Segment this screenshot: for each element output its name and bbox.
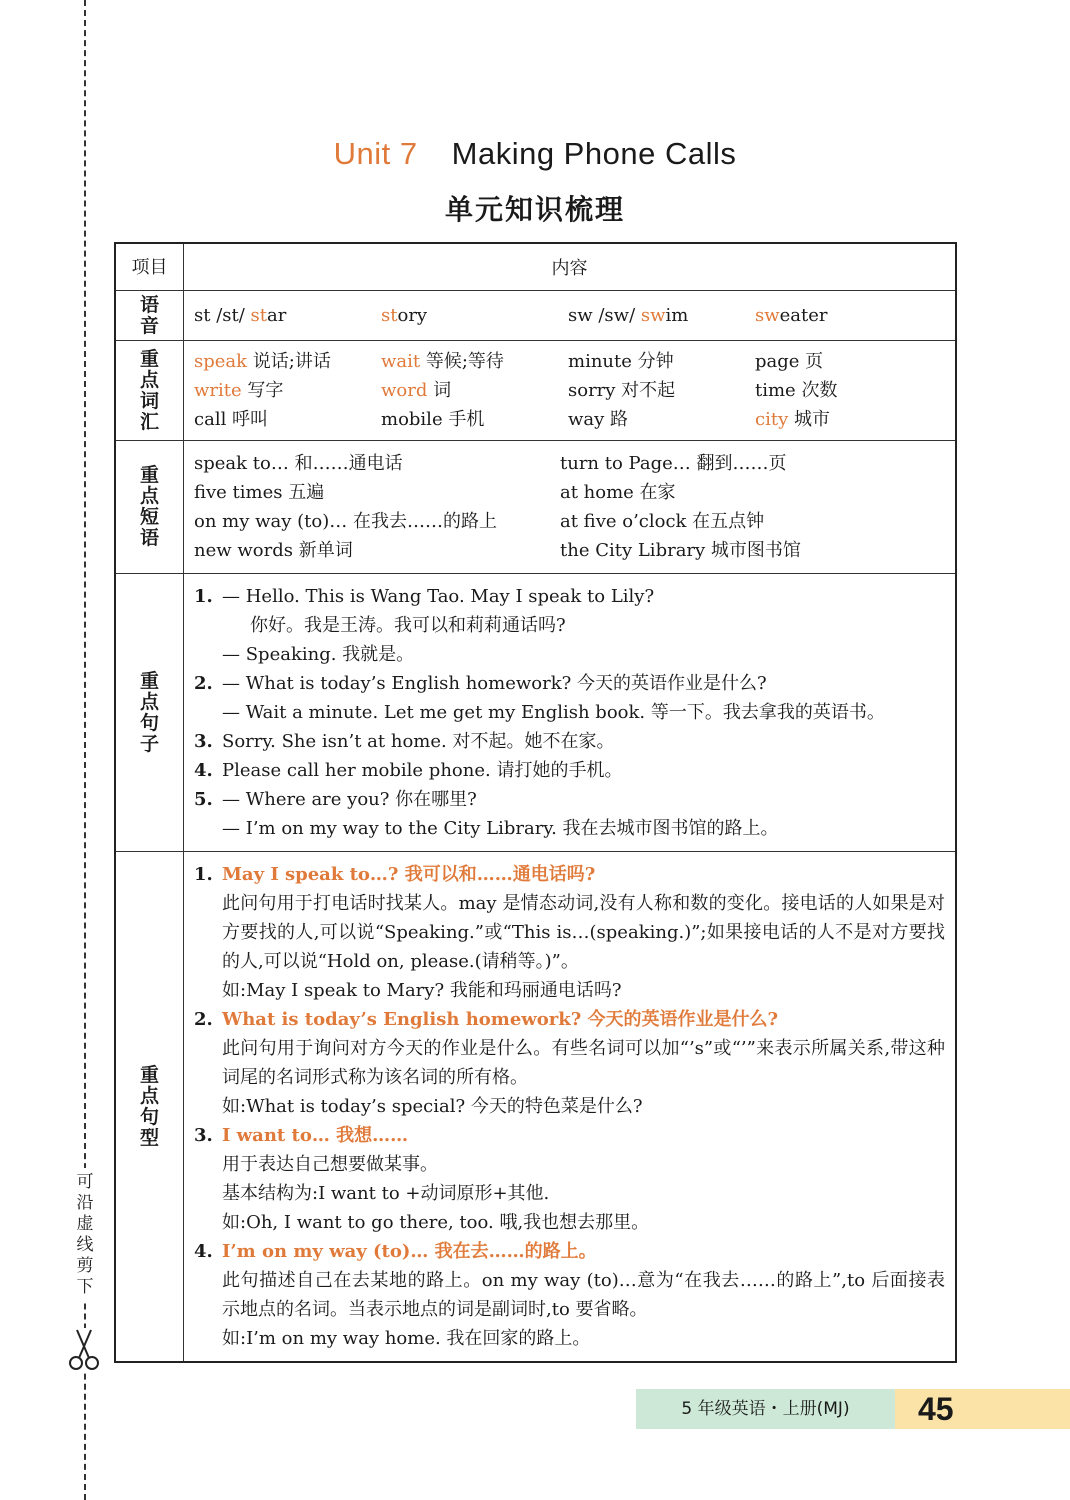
- pattern-3-structure: 基本结构为:I want to +动词原形+其他.: [222, 1183, 550, 1204]
- phrase-item: at home 在家: [560, 482, 676, 503]
- patterns-content: [184, 852, 957, 1363]
- label-vocab: 重点词汇: [115, 341, 184, 441]
- pattern-3-example: 如:Oh, I want to go there, too. 哦,我也想去那里。: [222, 1212, 650, 1233]
- label-patterns: 重点句型: [115, 852, 184, 1363]
- phonics-content: [184, 291, 957, 341]
- pattern-3-body: 用于表达自己想要做某事。: [222, 1154, 438, 1175]
- vocab-item: speak 说话;讲话: [194, 351, 331, 372]
- phrase-item: turn to Page… 翻到……页: [560, 453, 787, 474]
- row-phrases: [115, 441, 956, 574]
- sentences-content: [184, 574, 957, 852]
- sentence-1c: — Speaking. 我就是。: [222, 644, 415, 665]
- unit-name: Making Phone Calls: [451, 136, 737, 171]
- vocab-item: minute 分钟: [568, 351, 674, 372]
- vocab-item: sorry 对不起: [568, 380, 676, 401]
- page-title: [0, 136, 1070, 172]
- row-sentences: [115, 574, 956, 852]
- vocab-item: word 词: [381, 380, 452, 401]
- cut-label: 可沿虚线剪下: [73, 1168, 97, 1302]
- sentence-3: 3. Sorry. She isn’t at home. 对不起。她不在家。: [194, 731, 615, 752]
- pattern-1-example: 如:May I speak to Mary? 我能和玛丽通电话吗?: [222, 980, 622, 1001]
- page-number-box: [895, 1389, 1070, 1429]
- sentence-1b: 你好。我是王涛。我可以和莉莉通话吗?: [250, 615, 566, 636]
- header-content: 内容: [184, 243, 957, 291]
- vocab-item: mobile 手机: [381, 409, 485, 430]
- vocab-item: page 页: [755, 351, 824, 372]
- label-sentences: 重点句子: [115, 574, 184, 852]
- phonics-item: sweater: [755, 305, 828, 326]
- pattern-4-example: 如:I’m on my way home. 我在回家的路上。: [222, 1328, 591, 1349]
- sentence-2a: 2. — What is today’s English homework? 今天的英语作业是什么?: [194, 673, 767, 694]
- pattern-3-title: 3. I want to… 我想……: [194, 1125, 409, 1146]
- phonics-item: story: [381, 305, 428, 326]
- label-phonics: 语音: [115, 291, 184, 341]
- pattern-2-title: 2. What is today’s English homework? 今天的英语作业是什么?: [194, 1009, 779, 1030]
- pattern-2-example: 如:What is today’s special? 今天的特色菜是什么?: [222, 1096, 643, 1117]
- unit-number: Unit 7: [333, 136, 418, 171]
- vocab-item: way 路: [568, 409, 629, 430]
- phrases-content: [184, 441, 957, 574]
- table-header-row: [115, 243, 956, 291]
- phrase-item: the City Library 城市图书馆: [560, 540, 801, 561]
- phrase-item: on my way (to)… 在我去……的路上: [194, 511, 497, 532]
- vocab-content: [184, 341, 957, 441]
- pattern-1-title: 1. May I speak to…? 我可以和……通电话吗?: [194, 864, 596, 885]
- pattern-4-body: 此句描述自己在去某地的路上。on my way (to)…意为“在我去……的路上”,to 后面接表示地点的名词。当表示地点的词是副词时,to 要省略。: [222, 1270, 945, 1320]
- page-number: 45: [918, 1391, 954, 1427]
- sentence-5b: — I’m on my way to the City Library. 我在去城市图书馆的路上。: [222, 818, 779, 839]
- knowledge-table: [114, 242, 957, 1363]
- book-label: 5 年级英语・上册(MJ): [636, 1389, 895, 1429]
- phrase-item: new words 新单词: [194, 540, 353, 561]
- label-phrases: 重点短语: [115, 441, 184, 574]
- phrase-item: at five o’clock 在五点钟: [560, 511, 765, 532]
- vocab-item: time 次数: [755, 380, 838, 401]
- vocab-item: city 城市: [755, 409, 830, 430]
- row-phonics: [115, 291, 956, 341]
- page-subtitle: 单元知识梳理: [444, 193, 625, 226]
- phrase-item: speak to… 和……通电话: [194, 453, 403, 474]
- sentence-1a: 1. — Hello. This is Wang Tao. May I speak to Lily?: [194, 586, 655, 607]
- vocab-item: write 写字: [194, 380, 284, 401]
- vocab-item: wait 等候;等待: [381, 351, 504, 372]
- phrase-item: five times 五遍: [194, 482, 325, 503]
- pattern-4-title: 4. I’m on my way (to)… 我在去……的路上。: [194, 1241, 597, 1262]
- phonics-item: st /st/ star: [194, 305, 287, 326]
- row-vocab: [115, 341, 956, 441]
- vocab-item: call 呼叫: [194, 409, 269, 430]
- phonics-item: sw /sw/ swim: [568, 305, 689, 326]
- sentence-5a: 5. — Where are you? 你在哪里?: [194, 789, 477, 810]
- pattern-1-body: 此问句用于打电话时找某人。may 是情态动词,没有人称和数的变化。接电话的人如果是对方要找的人,可以说“Speaking.”或“This is…(speaking.)”;如果接电话的人不是对方要找的人,可以说“Hold on, please.(请稍等。)”。: [222, 893, 945, 972]
- row-patterns: [115, 852, 956, 1363]
- header-item: 项目: [115, 243, 184, 291]
- footer-bar: [636, 1389, 1070, 1429]
- scissors-icon: [67, 1328, 101, 1372]
- sentence-2b: — Wait a minute. Let me get my English book. 等一下。我去拿我的英语书。: [222, 702, 885, 723]
- pattern-2-body: 此问句用于询问对方今天的作业是什么。有些名词可以加“’s”或“’”来表示所属关系,带这种词尾的名词形式称为该名词的所有格。: [222, 1038, 945, 1088]
- sentence-4: 4. Please call her mobile phone. 请打她的手机。: [194, 760, 623, 781]
